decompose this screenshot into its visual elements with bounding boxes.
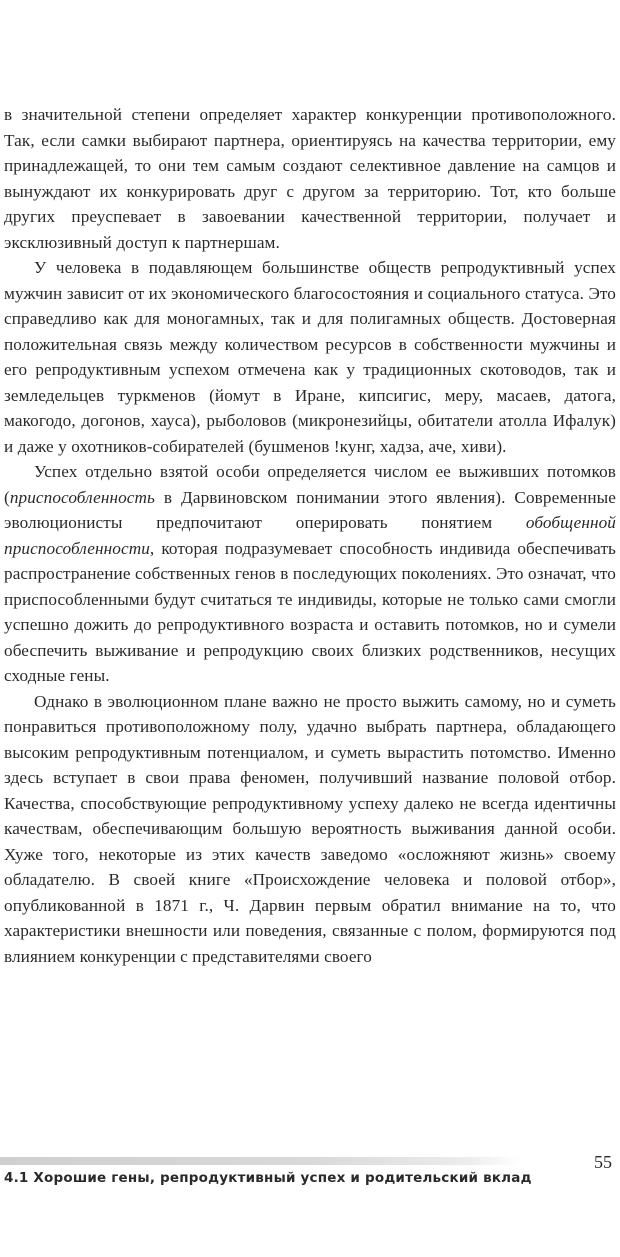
term-fitness: приспособленность (9, 487, 155, 507)
body-text (4, 102, 616, 969)
paragraph-4: Однако в эволюционном плане важно не просто выжить самому, но и суметь понравиться противоположному полу, удачно выбрать партнера, обладающего высоким репродуктивным потенциалом, и суметь вырастить потомство. Именно здесь вступает в свои права феномен, получивший название половой отбор. Качества, способствующие репродуктивному успеху далеко не всегда идентичны качествам, обеспечивающим большую вероятность выживания данной особи. Хуже того, некоторые из этих качеств заведомо «осложняют жизнь» своему обладателю. В своей книге «Происхождение человека и половой отбор», опубликованной в 1871 г., Ч. Дарвин первым обратил внимание на то, что характеристики внешности или поведения, связанные с полом, формируются под влиянием конкуренции с представителями своего (4, 691, 616, 966)
term-inclusive-fitness: обобщенной приспособленности (4, 513, 616, 558)
paragraph-3-text-b: в Дарвиновском понимании этого явления). Современные эволюционисты предпочитают оперировать понятием (4, 487, 616, 532)
paragraph-3 (4, 459, 616, 689)
paragraph-2: У человека в подавляющем большинстве обществ репродуктивный успех мужчин зависит от их экономического благосостояния и социального статуса. Это справедливо как для моногамных, так и для полигамных обществ. Достоверная положительная связь между количеством ресурсов в собственности мужчины и его репродуктивным успехом отмечена как у традиционных скотоводов, так и земледельцев туркменов (йомут в Иране, кипсигис, меру, масаев, датога, макогодо, догонов, хауса), рыболовов (микронезийцы, обитатели атолла Ифалук) и даже у охотников-собирателей (бушменов !кунг, хадза, аче, хиви). (4, 258, 616, 456)
page-number: 55 (594, 1152, 612, 1172)
paragraph-3-text-a: Успех отдельно взятой особи определяется числом ее выживших потомков ( (4, 462, 616, 507)
paragraph-3-text-c: , которая подразумевает способность индивида обеспечивать распространение собственных генов в последующих поколениях. Это означат, что приспособленными будут считаться те индивиды, которые не только сами смогли успешно дожить до репродуктивного возраста и оставить потомков, но и сумели обеспечить выживание и репродукцию своих близких родственников, несущих сходные гены. (4, 538, 616, 685)
running-footer-title: 4.1 Хорошие гены, репродуктивный успех и родительский вклад (4, 1170, 532, 1186)
footer-rule (0, 1157, 520, 1165)
paragraph-1: в значительной степени определяет характер конкуренции противоположного. Так, если самки выбирают партнера, ориентируясь на качества территории, ему принадлежащей, то они тем самым создают селективное давление на самцов и вынуждают их конкурировать друг с другом за территорию. Тот, кто больше других преуспевает в завоевании качественной территории, получает и эксклюзивный доступ к партнершам. (4, 105, 616, 252)
